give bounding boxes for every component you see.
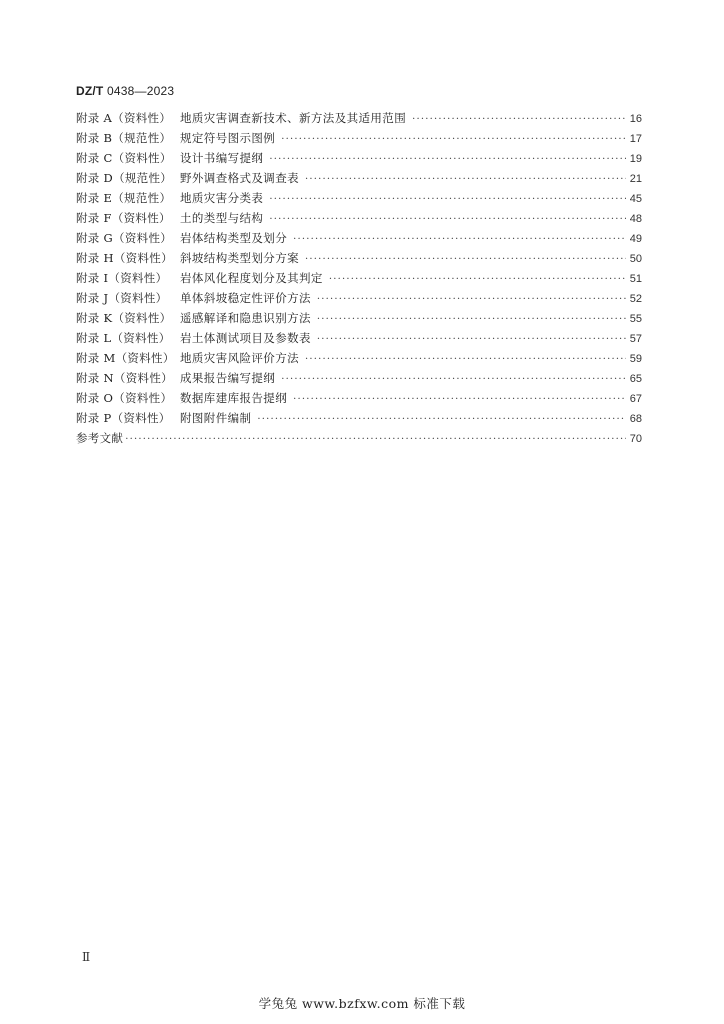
toc-entry-page: 16 [629, 113, 642, 125]
toc-leader-dots [305, 250, 626, 270]
toc-leader-dots [317, 290, 626, 310]
toc-entry-appendix-k[interactable] [76, 308, 642, 328]
toc-entry-title: 斜坡结构类型划分方案 [180, 251, 299, 265]
footer-watermark: 学兔兔 www.bzfxw.com 标准下载 [258, 996, 466, 1011]
toc-entry-page: 70 [629, 433, 642, 445]
toc-entry-prefix: 附录 J（资料性） [76, 291, 168, 305]
toc-entry-appendix-m[interactable] [76, 348, 642, 368]
toc-entry-page: 52 [629, 293, 642, 305]
toc-entry-appendix-b[interactable] [76, 128, 642, 148]
document-code [76, 84, 174, 98]
toc-entry-page: 21 [629, 173, 642, 185]
toc-entry-title: 岩土体测试项目及参数表 [180, 331, 311, 345]
toc-entry-prefix: 附录 N（资料性） [76, 371, 173, 385]
toc-leader-dots [257, 410, 625, 430]
toc-entry-appendix-f[interactable] [76, 208, 642, 228]
toc-entry-title: 岩体风化程度划分及其判定 [180, 271, 323, 285]
toc-leader-dots [269, 210, 625, 230]
toc-entry-prefix: 附录 K（资料性） [76, 311, 172, 325]
toc-entry-appendix-n[interactable] [76, 368, 642, 388]
toc-entry-title: 单体斜坡稳定性评价方法 [180, 291, 311, 305]
toc-entry-title: 遥感解译和隐患识别方法 [180, 311, 311, 325]
toc-entry-prefix: 附录 G（资料性） [76, 231, 173, 245]
toc-leader-dots [293, 390, 626, 410]
toc-entry-appendix-a[interactable] [76, 108, 642, 128]
toc-entry-page: 65 [629, 373, 642, 385]
toc-entry-page: 55 [629, 313, 642, 325]
toc-entry-page: 17 [629, 133, 642, 145]
toc-entry-appendix-e[interactable] [76, 188, 642, 208]
toc-entry-page: 49 [629, 233, 642, 245]
toc-entry-prefix: 附录 E（规范性） [76, 191, 172, 205]
toc-leader-dots [412, 110, 626, 130]
toc-entry-appendix-o[interactable] [76, 388, 642, 408]
toc-entry-prefix: 附录 C（资料性） [76, 151, 172, 165]
toc-entry-title: 地质灾害风险评价方法 [180, 351, 299, 365]
toc-entry-appendix-p[interactable] [76, 408, 642, 428]
toc-entry-page: 51 [629, 273, 642, 285]
toc-entry-title: 参考文献 [76, 431, 124, 445]
toc-entry-title: 成果报告编写提纲 [180, 371, 276, 385]
toc-entry-appendix-i[interactable] [76, 268, 642, 288]
toc-entry-page: 50 [629, 253, 642, 265]
table-of-contents [76, 108, 642, 448]
toc-entry-references[interactable] [76, 428, 642, 448]
toc-entry-title: 设计书编写提纲 [180, 151, 264, 165]
toc-entry-page: 68 [629, 413, 642, 425]
toc-leader-dots [317, 330, 626, 350]
toc-entry-appendix-j[interactable] [76, 288, 642, 308]
toc-entry-prefix: 附录 O（资料性） [76, 391, 173, 405]
toc-leader-dots [293, 230, 626, 250]
toc-entry-prefix: 附录 P（资料性） [76, 411, 171, 425]
toc-entry-prefix: 附录 H（资料性） [76, 251, 173, 265]
toc-leader-dots [269, 190, 625, 210]
document-code-prefix: DZ/T [76, 84, 104, 98]
toc-leader-dots [329, 270, 626, 290]
toc-leader-dots [305, 350, 626, 370]
toc-leader-dots [269, 150, 625, 170]
toc-entry-appendix-d[interactable] [76, 168, 642, 188]
toc-leader-dots [317, 310, 626, 330]
toc-entry-page: 57 [629, 333, 642, 345]
toc-entry-page: 19 [629, 153, 642, 165]
toc-entry-title: 岩体结构类型及划分 [180, 231, 288, 245]
toc-entry-appendix-c[interactable] [76, 148, 642, 168]
toc-entry-appendix-g[interactable] [76, 228, 642, 248]
page-number: Ⅱ [82, 950, 91, 964]
document-code-number: 0438—2023 [107, 84, 175, 98]
toc-entry-prefix: 附录 I（资料性） [76, 271, 168, 285]
toc-leader-dots [281, 130, 626, 150]
toc-entry-prefix: 附录 D（规范性） [76, 171, 173, 185]
toc-entry-page: 59 [629, 353, 642, 365]
toc-entry-page: 67 [629, 393, 642, 405]
toc-leader-dots [125, 430, 626, 450]
toc-entry-title: 地质灾害分类表 [180, 191, 264, 205]
toc-entry-title: 土的类型与结构 [180, 211, 264, 225]
toc-leader-dots [281, 370, 626, 390]
toc-entry-title: 数据库建库报告提纲 [180, 391, 288, 405]
toc-entry-prefix: 附录 M（资料性） [76, 351, 175, 365]
toc-entry-prefix: 附录 L（资料性） [76, 331, 171, 345]
toc-entry-title: 地质灾害调查新技术、新方法及其适用范围 [180, 111, 407, 125]
toc-entry-appendix-l[interactable] [76, 328, 642, 348]
toc-entry-prefix: 附录 B（规范性） [76, 131, 172, 145]
toc-entry-title: 野外调查格式及调查表 [180, 171, 299, 185]
toc-entry-page: 48 [629, 213, 642, 225]
toc-entry-page: 45 [629, 193, 642, 205]
toc-leader-dots [305, 170, 626, 190]
toc-entry-title: 附图附件编制 [180, 411, 252, 425]
toc-entry-prefix: 附录 F（资料性） [76, 211, 171, 225]
toc-entry-title: 规定符号图示图例 [180, 131, 276, 145]
toc-entry-appendix-h[interactable] [76, 248, 642, 268]
toc-entry-prefix: 附录 A（资料性） [76, 111, 172, 125]
